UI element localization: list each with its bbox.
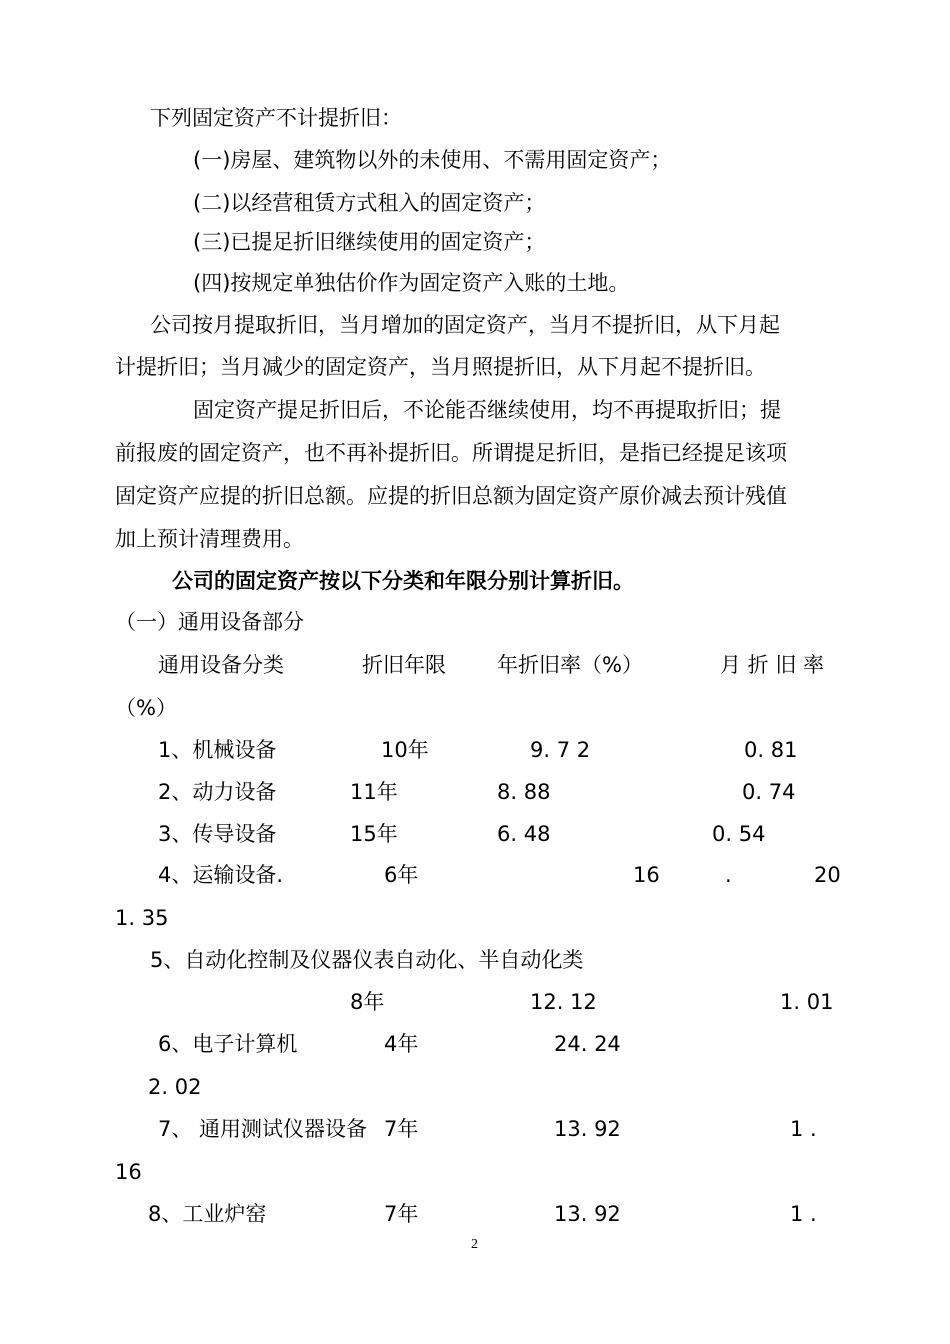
monthly-para-line-2: 计提折旧；当月减少的固定资产，当月照提折旧，从下月起不提折旧。 [115, 355, 766, 379]
exclusion-item-4: (四)按规定单独估价作为固定资产入账的土地。 [193, 271, 630, 295]
row-2-annual: 8. 88 [497, 780, 551, 804]
row-3-name: 3、传导设备 [158, 822, 277, 846]
row-2-monthly: 0. 74 [742, 780, 796, 804]
header-monthly-unit: （%） [115, 696, 177, 720]
row-8-annual: 13. 92 [554, 1202, 621, 1226]
full-para-line-2: 前报废的固定资产，也不再补提折旧。所谓提足折旧，是指已经提足该项 [115, 441, 787, 465]
row-1-annual: 9. 7 2 [530, 738, 591, 762]
row-5-annual: 12. 12 [530, 990, 597, 1014]
header-years: 折旧年限 [362, 653, 446, 677]
header-annual-rate: 年折旧率（%） [497, 653, 643, 677]
full-para-line-1: 固定资产提足折旧后，不论能否继续使用，均不再提取折旧；提 [193, 398, 781, 422]
row-5-years: 8年 [350, 990, 385, 1014]
row-4-annual-int: 16 [633, 863, 660, 887]
row-3-years: 15年 [350, 822, 398, 846]
row-6-monthly: 2. 02 [148, 1075, 202, 1099]
row-1-years: 10年 [381, 738, 429, 762]
row-8-name: 8、工业炉窑 [148, 1202, 267, 1226]
header-monthly-rate: 月 折 旧 率 [720, 653, 825, 677]
row-7-monthly-int: 1 . [790, 1117, 817, 1141]
full-para-line-3: 固定资产应提的折旧总额。应提的折旧总额为固定资产原价减去预计残值 [115, 484, 787, 508]
row-6-years: 4年 [384, 1032, 419, 1056]
row-4-name: 4、运输设备. [158, 863, 284, 887]
row-6-name: 6、电子计算机 [158, 1032, 298, 1056]
row-1-monthly: 0. 81 [744, 738, 798, 762]
section-heading: 公司的固定资产按以下分类和年限分别计算折旧。 [172, 569, 634, 593]
row-4-years: 6年 [384, 863, 419, 887]
exclusion-item-3: (三)已提足折旧继续使用的固定资产； [193, 230, 546, 254]
subsection-heading: （一）通用设备部分 [115, 610, 304, 634]
page-number: 2 [471, 1237, 478, 1252]
row-8-years: 7年 [384, 1202, 419, 1226]
row-7-monthly-frac: 16 [115, 1160, 142, 1184]
row-4-monthly: 1. 35 [115, 906, 169, 930]
row-7-annual: 13. 92 [554, 1117, 621, 1141]
exclusion-item-1: (一)房屋、建筑物以外的未使用、不需用固定资产； [193, 148, 672, 172]
row-7-name: 7、 通用测试仪器设备 [158, 1117, 368, 1141]
row-1-name: 1、机械设备 [158, 738, 277, 762]
full-para-line-4: 加上预计清理费用。 [115, 527, 304, 551]
row-7-years: 7年 [384, 1117, 419, 1141]
monthly-para-line-1: 公司按月提取折旧，当月增加的固定资产，当月不提折旧，从下月起 [150, 313, 780, 337]
row-3-annual: 6. 48 [497, 822, 551, 846]
row-4-annual-dot: . [725, 863, 732, 887]
row-5-name: 5、自动化控制及仪器仪表自动化、半自动化类 [150, 948, 584, 972]
row-4-annual-frac: 20 [814, 863, 841, 887]
row-3-monthly: 0. 54 [712, 822, 766, 846]
exclusion-item-2: (二)以经营租赁方式租入的固定资产； [193, 191, 546, 215]
row-5-monthly: 1. 01 [780, 990, 834, 1014]
intro-line: 下列固定资产不计提折旧： [150, 106, 402, 130]
header-category: 通用设备分类 [158, 653, 284, 677]
row-2-name: 2、动力设备 [158, 780, 277, 804]
row-6-annual: 24. 24 [554, 1032, 621, 1056]
row-8-monthly: 1 . [790, 1202, 817, 1226]
row-2-years: 11年 [350, 780, 398, 804]
